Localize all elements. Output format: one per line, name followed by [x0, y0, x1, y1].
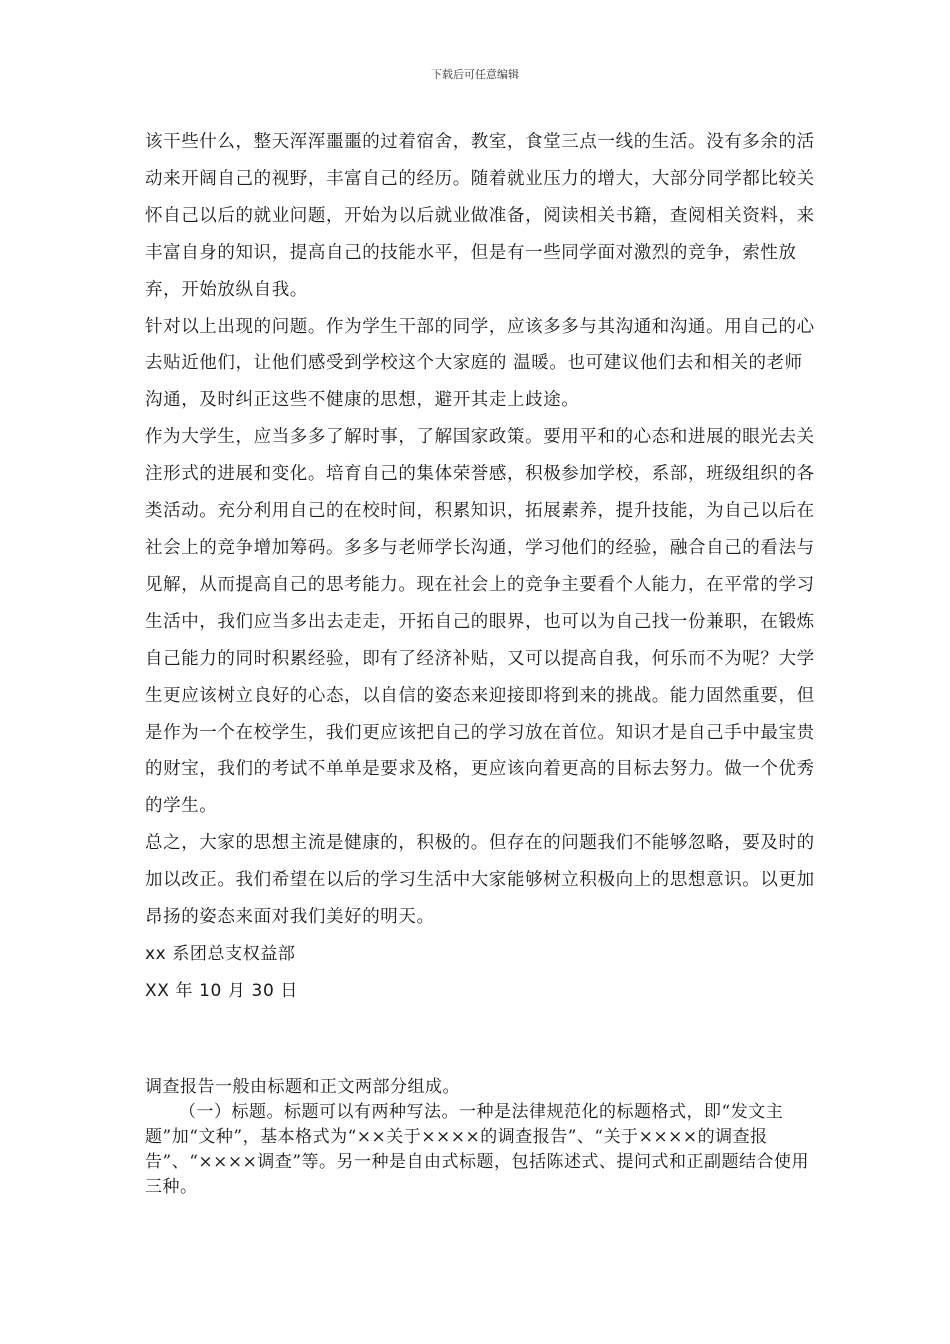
report-section: [145, 1075, 815, 1200]
signature-date: XX 年 10 月 30 日: [145, 980, 298, 1001]
paragraph: 总之，大家的思想主流是健康的，积极的。但存在的问题我们不能够忽略，要及时的加以改正。我们希望在以后的学习生活中大家能够树立积极向上的思想意识。以更加昂扬的姿态来面对我们美好的明天。: [145, 833, 815, 928]
report-intro: 调查报告一般由标题和正文两部分组成。: [145, 1077, 460, 1097]
paragraph: 作为大学生，应当多多了解时事，了解国家政策。要用平和的心态和进展的眼光去关注形式的进展和变化。培育自己的集体荣誉感，积极参加学校，系部，班级组织的各类活动。充分利用自己的在校时间，积累知识，拓展素养，提升技能，为自己以后在社会上的竞争增加筹码。多多与老师学长沟通，学习他们的经验，融合自己的看法与见解，从而提高自己的思考能力。现在社会上的竞争主要看个人能力，在平常的学习生活中，我们应当多出去走走，开拓自己的眼界，也可以为自己找一份兼职，在锻炼自己能力的同时积累经验，即有了经济补贴，又可以提高自我，何乐而不为呢？大学生更应该树立良好的心态，以自信的姿态来迎接即将到来的挑战。能力固然重要，但是作为一个在校学生，我们更应该把自己的学习放在首位。知识才是自己手中最宝贵的财宝，我们的考试不单单是要求及格，更应该向着更高的目标去努力。做一个优秀的学生。: [145, 427, 815, 817]
report-title-section: （一）标题。标题可以有两种写法。一种是法律规范化的标题格式，即“发文主题”加“文种”，基本格式为“××关于××××的调查报告”、“关于××××的调查报告”、“××××调查”等。另一种是自由式标题，包括陈述式、提问式和正副题结合使用三种。: [145, 1102, 810, 1197]
page-header: 下载后可任意编辑: [431, 68, 519, 81]
document-body: [145, 124, 815, 1010]
paragraph: 该干些什么，整天浑浑噩噩的过着宿舍，教室，食堂三点一线的生活。没有多余的活动来开阔自己的视野，丰富自己的经历。随着就业压力的增大，大部分同学都比较关怀自己以后的就业问题，开始为以后就业做准备，阅读相关书籍，查阅相关资料，来丰富自身的知识，提高自己的技能水平，但是有一些同学面对激烈的竞争，索性放弃，开始放纵自我。: [145, 132, 815, 300]
paragraph: 针对以上出现的问题。作为学生干部的同学，应该多多与其沟通和沟通。用自己的心去贴近他们，让他们感受到学校这个大家庭的 温暖。也可建议他们去和相关的老师沟通，及时纠正这些不健康的思想，避开其走上歧途。: [145, 316, 815, 411]
signature-org: xx 系团总支权益部: [145, 943, 296, 964]
